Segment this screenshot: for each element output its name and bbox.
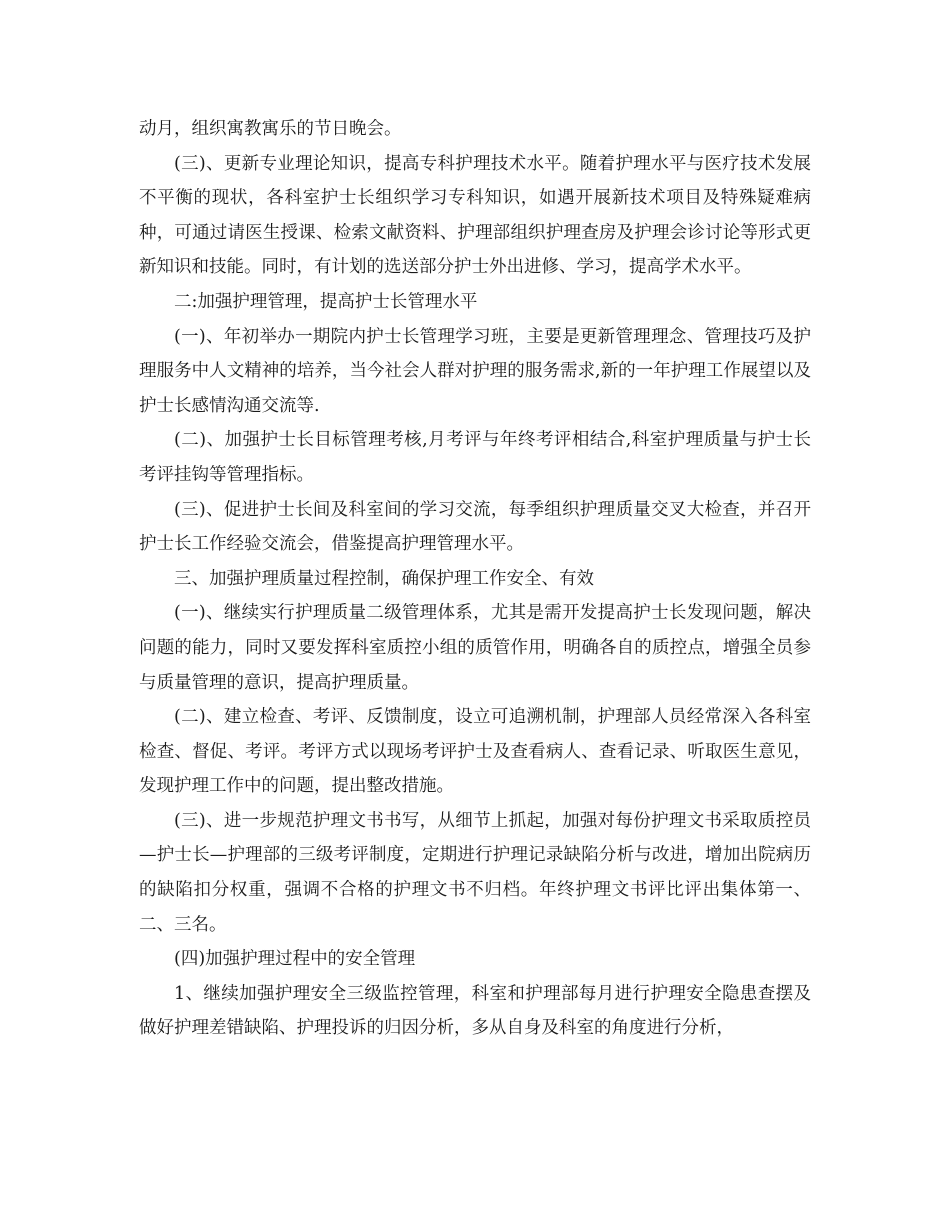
paragraph-5: (二)、加强护士长目标管理考核,月考评与年终考评相结合,科室护理质量与护士长考评挂钩等管理指标。	[139, 430, 811, 485]
section-heading-3: 三、加强护理质量过程控制，确保护理工作安全、有效	[174, 568, 594, 589]
paragraph-8: (一)、继续实行护理质量二级管理体系，尤其是需开发提高护士长发现问题，解决问题的能力，同时又要发挥科室质控小组的质管作用，明确各自的质控点，增强全员参与质量管理的意识，提高护理质量。	[139, 603, 811, 693]
paragraph-4: (一)、年初举办一期院内护士长管理学习班，主要是更新管理理念、管理技巧及护理服务中人文精神的培养，当今社会人群对护理的服务需求,新的一年护理工作展望以及护士长感情沟通交流等.	[139, 326, 811, 416]
document-body	[139, 112, 811, 1046]
paragraph-1: 动月，组织寓教寓乐的节日晚会。	[139, 119, 402, 139]
paragraph-12: 1、继续加强护理安全三级监控管理，科室和护理部每月进行护理安全隐患查摆及做好护理差错缺陷、护理投诉的归因分析，多从自身及科室的角度进行分析，	[139, 983, 811, 1039]
section-heading-2: 二:加强护理管理，提高护士长管理水平	[174, 291, 478, 312]
subsection-heading-4: (四)加强护理过程中的安全管理	[174, 949, 416, 970]
paragraph-6: (三)、促进护士长间及科室间的学习交流，每季组织护理质量交叉大检查，并召开护士长工作经验交流会，借鉴提高护理管理水平。	[139, 499, 811, 555]
paragraph-9: (二)、建立检查、考评、反馈制度，设立可追溯机制，护理部人员经常深入各科室检查、督促、考评。考评方式以现场考评护士及查看病人、查看记录、听取医生意见，发现护理工作中的问题，提出整改措施。	[139, 707, 811, 797]
paragraph-10: (三)、进一步规范护理文书书写，从细节上抓起，加强对每份护理文书采取质控员—护士长—护理部的三级考评制度，定期进行护理记录缺陷分析与改进，增加出院病历的缺陷扣分权重，强调不合格的护理文书不归档。年终护理文书评比评出集体第一、二、三名。	[139, 810, 811, 935]
paragraph-2: (三)、更新专业理论知识，提高专科护理技术水平。随着护理水平与医疗技术发展不平衡的现状，各科室护士长组织学习专科知识，如遇开展新技术项目及特殊疑难病种，可通过请医生授课、检索文献资料、护理部组织护理查房及护理会诊讨论等形式更新知识和技能。同时，有计划的选送部分护士外出进修、学习，提高学术水平。	[139, 153, 811, 278]
